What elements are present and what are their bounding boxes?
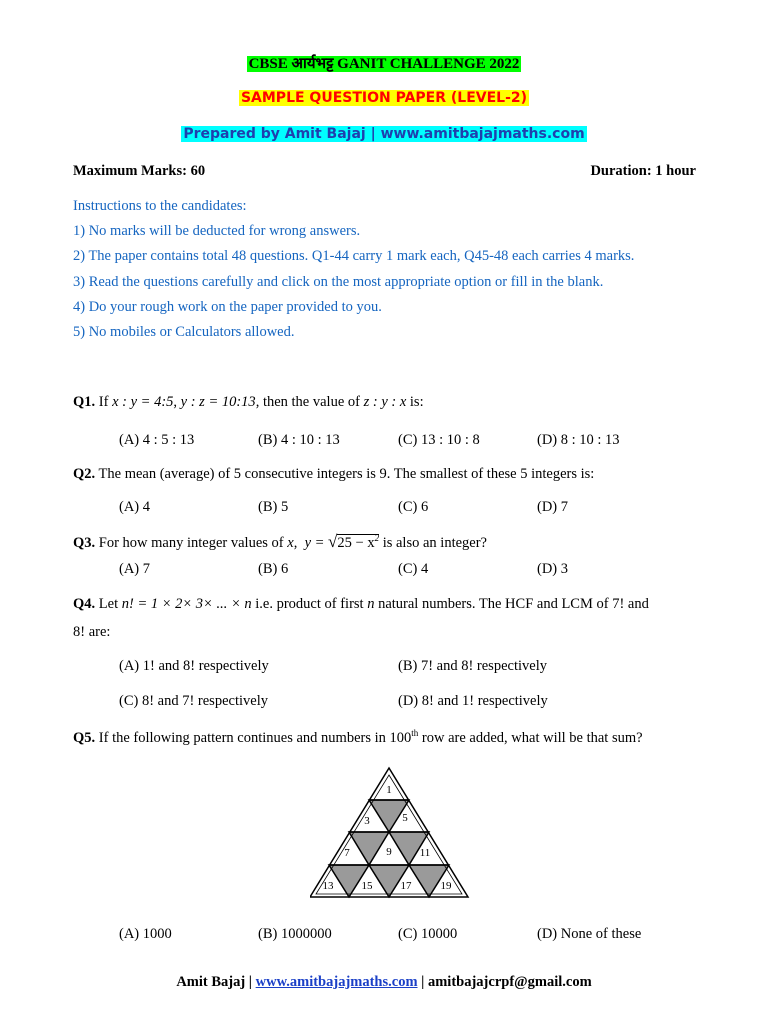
q4-option-c[interactable]: (C) 8! and 7! respectively	[119, 693, 268, 709]
triangle-pattern-figure	[310, 766, 470, 900]
q4-option-b[interactable]: (B) 7! and 8! respectively	[398, 658, 547, 674]
prepared-by: Prepared by Amit Bajaj | www.amitbajajmaths.com	[183, 126, 585, 142]
q5-text: row are added, what will be that sum?	[421, 729, 643, 746]
q4-text-continued: 8! are:	[73, 624, 111, 640]
q4-text: i.e. product of first	[255, 596, 364, 612]
q1-ratio-yz: y : z = 10:13	[180, 394, 256, 410]
q2-option-b[interactable]: (B) 5	[258, 499, 289, 515]
q5-option-c[interactable]: (C) 10000	[398, 926, 458, 942]
q1-separator: ,	[173, 394, 178, 410]
q3-variable: x	[287, 535, 294, 551]
q2-option-c[interactable]: (C) 6	[398, 499, 429, 515]
q4-option-a[interactable]: (A) 1! and 8! respectively	[119, 658, 269, 674]
q3-radicand-text: 25 − x	[337, 535, 375, 551]
q4-variable: n	[367, 596, 375, 612]
q3-separator: ,	[293, 535, 298, 551]
pattern-number: 15	[361, 880, 373, 892]
q1-text: is:	[409, 394, 424, 410]
question-2	[73, 466, 594, 483]
pattern-number: 5	[402, 812, 408, 824]
pattern-number: 17	[400, 880, 412, 892]
pattern-number: 7	[344, 847, 350, 859]
grey-triangle	[349, 832, 389, 865]
pattern-number: 13	[322, 880, 334, 892]
instruction-item: 4) Do your rough work on the paper provided to you.	[73, 299, 382, 315]
sqrt-sign: √	[328, 532, 338, 551]
pattern-number: 19	[440, 880, 452, 892]
pattern-number: 1	[386, 784, 392, 796]
q1-option-a[interactable]: (A) 4 : 5 : 13	[119, 432, 195, 448]
q3-y-equals: y =	[304, 535, 325, 551]
q5-text: If the following pattern continues and numbers in 100	[98, 729, 412, 746]
q5-superscript: th	[411, 728, 419, 738]
footer	[0, 974, 768, 991]
q2-text: The mean (average) of 5 consecutive integers is 9. The smallest of these 5 integers is:	[98, 466, 595, 482]
q3-text: is also an integer?	[382, 535, 487, 551]
question-3	[73, 532, 487, 552]
q1-ratio-zyx: z : y : x	[363, 394, 407, 410]
prepared-by-row	[0, 126, 768, 143]
q1-option-c[interactable]: (C) 13 : 10 : 8	[398, 432, 480, 448]
q5-option-d[interactable]: (D) None of these	[537, 926, 642, 942]
pattern-number: 9	[386, 846, 392, 858]
question-1	[73, 394, 424, 411]
q3-option-a[interactable]: (A) 7	[119, 561, 151, 577]
duration: Duration: 1 hour	[590, 163, 696, 179]
q3-exponent: 2	[374, 533, 380, 544]
q3-option-c[interactable]: (C) 4	[398, 561, 429, 577]
q4-option-d[interactable]: (D) 8! and 1! respectively	[398, 693, 548, 709]
instruction-item: 2) The paper contains total 48 questions. Q1-44 carry 1 mark each, Q45-48 each carries 4 marks.	[73, 248, 635, 264]
pattern-number: 11	[419, 847, 431, 859]
question-number: Q1.	[73, 394, 96, 410]
pattern-number: 3	[364, 815, 370, 827]
q1-ratio-xy: x : y = 4:5	[112, 394, 174, 410]
question-4	[73, 596, 649, 613]
instruction-item: 1) No marks will be deducted for wrong answers.	[73, 223, 361, 239]
question-5	[73, 728, 643, 747]
paper-title: CBSE आर्यभट्ट GANIT CHALLENGE 2022	[248, 56, 520, 72]
question-number: Q5.	[73, 729, 96, 746]
paper-subtitle-row	[0, 90, 768, 107]
q4-text: natural numbers. The HCF and LCM of 7! and	[378, 596, 649, 612]
question-number: Q2.	[73, 466, 96, 482]
question-number: Q3.	[73, 535, 96, 551]
paper-subtitle: SAMPLE QUESTION PAPER (LEVEL-2)	[240, 90, 528, 106]
footer-email: | amitbajajcrpf@gmail.com	[417, 974, 592, 990]
q2-option-a[interactable]: (A) 4	[119, 499, 151, 515]
q5-option-b[interactable]: (B) 1000000	[258, 926, 332, 942]
q3-text: For how many integer values of	[98, 535, 284, 551]
q4-factorial-definition: n! = 1 × 2× 3× ... × n	[121, 596, 252, 612]
q5-option-a[interactable]: (A) 1000	[119, 926, 172, 942]
instruction-item: 5) No mobiles or Calculators allowed.	[73, 324, 295, 340]
q3-radicand	[337, 534, 379, 551]
q2-option-d[interactable]: (D) 7	[537, 499, 569, 515]
q4-text: Let	[98, 596, 119, 612]
instructions-heading: Instructions to the candidates:	[73, 198, 247, 214]
q3-option-d[interactable]: (D) 3	[537, 561, 569, 577]
q3-option-b[interactable]: (B) 6	[258, 561, 289, 577]
q1-text: If	[98, 394, 109, 410]
q1-text: , then the value of	[255, 394, 360, 410]
q1-option-b[interactable]: (B) 4 : 10 : 13	[258, 432, 340, 448]
instruction-item: 3) Read the questions carefully and click on the most appropriate option or fill in the blank.	[73, 274, 604, 290]
footer-website-link[interactable]: www.amitbajajmaths.com	[255, 974, 418, 990]
question-number: Q4.	[73, 596, 96, 612]
q1-option-d[interactable]: (D) 8 : 10 : 13	[537, 432, 620, 448]
footer-name: Amit Bajaj |	[176, 974, 256, 990]
maximum-marks: Maximum Marks: 60	[73, 163, 206, 179]
paper-title-row	[0, 53, 768, 73]
